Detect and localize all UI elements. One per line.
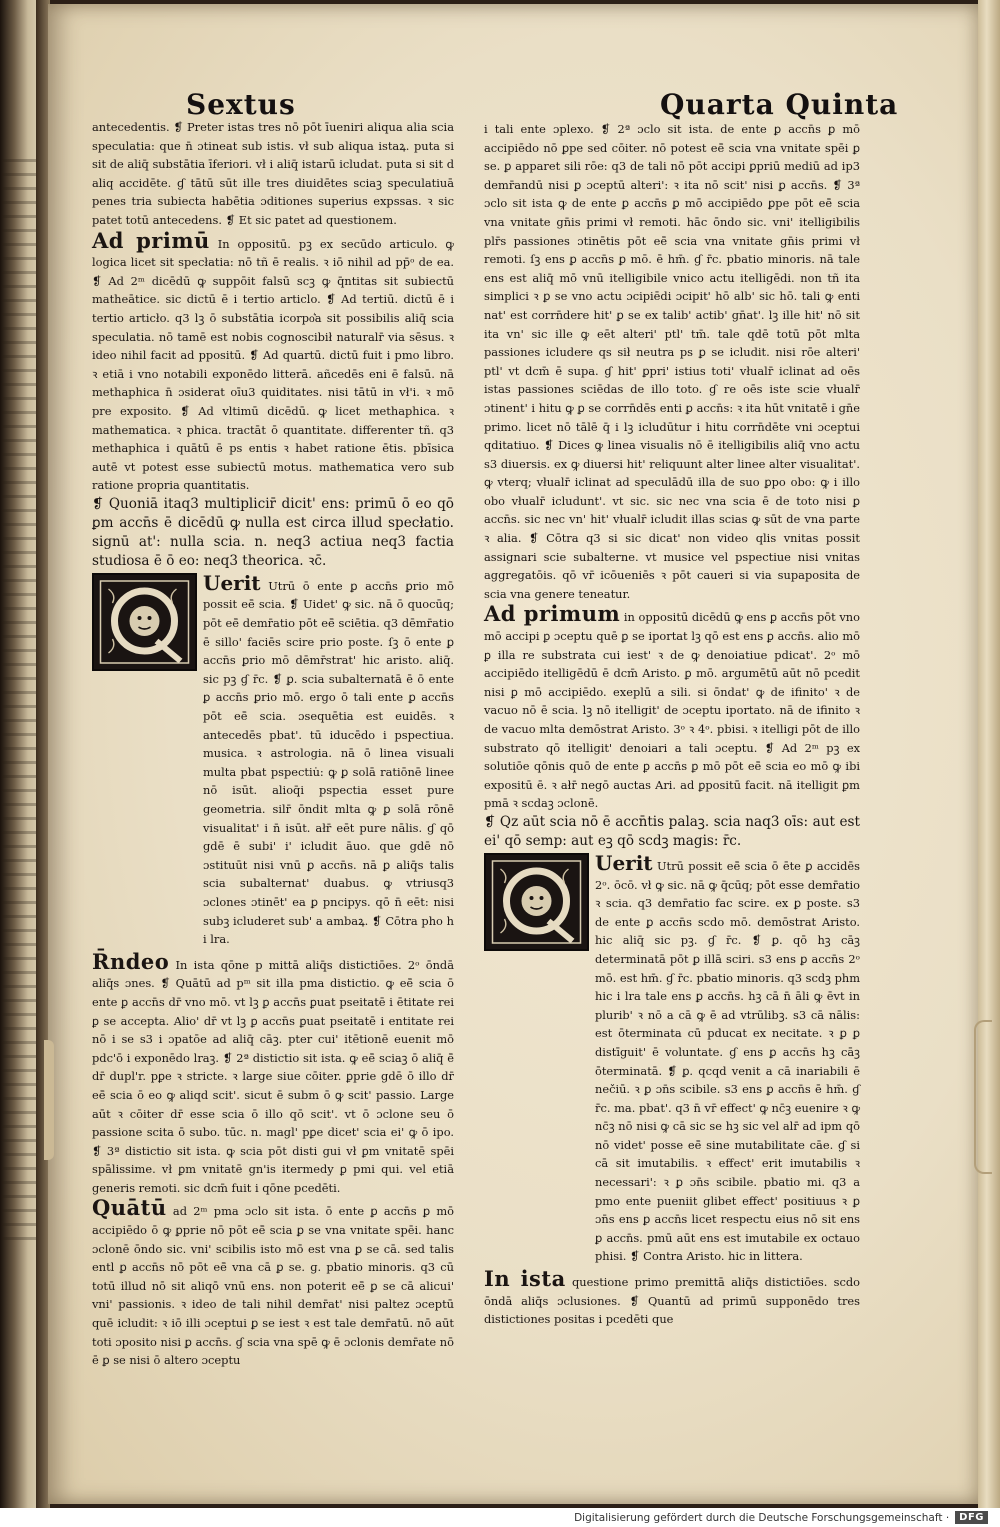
right-paragraph-3: ❡ Qz aūt scia nō ē accn̄tis palaꝫ. scia naq3 oīs: aut est ei' qō semp: aut eꝫ qō scdꝫ magis: r̄c. [484,813,860,849]
lead-word-quantu: Quātū [92,1195,167,1221]
paper-tab-right [974,1020,992,1174]
lead-word-in-ista: In ista [484,1266,566,1292]
left-question-block [92,570,455,949]
left-paragraph-2: Ad primū In oppositū. pꝫ ex secūdo articulo. ꝙ logica licet sit specłatia: nō tñ ē realis. ꝛ iō nihil ad pp̄ᵒ de ea. ❡ Ad 2ᵐ dicēdū ꝙ suppōit falsū scꝫ ꝙ q̄ntitas sit subiectū matheātice. sic dictū ē i tertio articlo. ❡ Ad tertiū. dictū ē i tertio articło. q3 lꝫ ō substātia icorpo͛a sit possibilis aliq̄ scia speculatia. nō tamē est nobis cognoscibił naturalr̄ via sēsus. ꝛ ideo nihil facit ad ppositū. ❡ Ad quartū. dictū fuit i pmo libro. ꝛ etiā i vno notabili exponēdo litterā. añcedēs eni ē falsū. nā methaphica n̄ ɔsiderat oīu3 quiditates. nisi tātū in vł'i. ꝛ mō pre exposito. ❡ Ad vltimū dicēdū. ꝙ licet methaphica. ꝛ mathematica. ꝛ phica. tractāt ō quantitate. differenter tñ. q3 methaphica i quātū ē ps entis ꝛ habet ratione ētis. pbīsica autē vt potest esse subiectū motus. mathematica vero sub ratione propria quantitatis. [92,227,454,493]
woodcut-initial-q-right [484,853,589,951]
right-paragraph-2: Ad primum in oppositū dicēdū ꝙ ens ꝑ accn̄s pōt vno mō accipi ꝑ ɔceptu quē ꝑ se iportat lꝫ qō est ens ꝑ accn̄s. alio mō ꝑ illa re substrata cui iest' ꝛ de ꝙ denoiatiue pdicat'. 2ᵒ mō accipiēdo itelligēdū ē dcm̄ Aristo. ꝑ mō. argumētū aūt nō pcedit nisi ꝑ mō accipiēdo. exeplū a sili. si ōndat' ꝙ de ifinito' ꝛ de vacuo nō ē scia. lꝫ nō itelligit' de ɔceptu iportato. nā de ifinito ꝛ de vacuo mlta demōstrat Aristo. 3ᵒ ꝛ 4ᵒ. pbisi. ꝛ itelligi pōt de illo substrato qō itelligit' denoiari a tali ɔceptu. ❡ Ad 2ᵐ pꝫ ex solutiōe qōnis quō de ente ꝑ accn̄s ꝑ mō pōt eē̄ scia eo mō ꝙ ibi expositū ē. ꝛ ałr̄ negō auctas Ari. ad ꝑpositū facit. nā itelligit ꝑm pmā ꝛ scdaꝫ ɔclonē. [484,601,860,811]
previous-page-edge [0,0,40,1508]
previous-page-text [2,150,36,1250]
footer-credit: Digitalisierung gefördert durch die Deutsche Forschungsgemeinschaft · [574,1511,950,1524]
lead-word-ad-primum: Ad primum [484,601,621,627]
woodcut-q-icon [94,575,195,669]
right-question-block [484,850,860,1266]
page-edge-strip [978,0,1000,1508]
left-question-text: Uerit Utrū ō ente ꝑ accn̄s ꝑrio mō possit eē̄ scia. ❡ Uidet' ꝙ sic. nā ō quocūq; pōt eē̄ demr̄atio pōt eē̄ sciētia. q3 dēmr̄atio ē sillo' faciēs scire prio poste. ſꝫ ō ente ꝑ accn̄s ꝑrio mō dēmr̄strat' hic aristo. aliq̄. sic pꝫ ɠ r̄c. ❡ ꝑ. scia subalternatā ē ō ente ꝑ accn̄s ꝑrio mō. ergo ō tali ente ꝑ accn̄s pōt eē̄ scia. ɔsequētia est euidēs. ꝛ antecedēs pbat'. tū iducēdo i pspectiua. musica. ꝛ astrologia. nā ō linea visuali multa pbat pspectiu̇: ꝙ ꝑ solā ratiōnē linee nō isūt. alioq̄i pspectia esset pure geometria. silr̄ ōndit mlta ꝙ ꝑ solā rōnē visualitat' i n̄ isūt. ałr̄ eēt pure nālis. ɠ qō gdē ē subi' i' icludit āuo. que gdē nō ɔstituūt nisi vnū ꝑ accn̄s. nā ꝑ aliq̄s talis scia subalternat' duabus. ꝙ vtriusq3 ɔclones ɔtinēt' ea ꝑ pncipys. qō n̄ eēt: nisi subꝫ icluderet sub' a ambaꝝ. ❡ Cōtra pho h i lra. [203,570,455,947]
question-word-left: Uerit [203,570,261,595]
lead-word-rndeo: R̄ndeo [92,948,170,974]
left-column [92,118,454,1370]
right-paragraph-5: In ista questione primo premittā aliq̄s distictiōes. scdo ōndā aliq̄s ɔclusiones. ❡ Quantū ad primū supponēdo tres distictiones positas i pcedēti que [484,1266,860,1327]
left-paragraph-1: antecedentis. ❡ Preter istas tres nō pōt īueniri aliqua alia scia speculatia: que n̄ ɔtineat sub istis. vł sub aliqua istaꝝ. puta si sit de aliq̄ substātia īferiori. vł i aliq̄ istarū icludat. puta si sit d aliq accidēte. ɠ tātū sūt ille tres diuidētes sciaꝫ speculatiuā penes tria subiecta habētia ɔditiones superius expssas. ꝛ sic patet totū antecedens. ❡ Et sic patet ad questionem. [92,120,454,227]
digitization-footer [0,1508,1000,1527]
running-head-right: Quarta Quinta [660,88,899,121]
woodcut-initial-q-left [92,573,197,671]
left-paragraph-3: ❡ Quoniā itaq3 multiplicir̄ dicit' ens: primū ō eo qō ꝑm accn̄s ē dicēdū ꝙ nulla est circa illud specłatio. signū at': nulla scia. n. neq3 actiua neq3 factia studiosa ē ō eo: neq3 theorica. ꝛc̄. [92,495,454,569]
woodcut-q-icon [486,855,587,949]
right-column [484,120,860,1329]
right-question-text: Uerit Utrū possit eē̄ scia ō ēte ꝑ accidēs 2ᵒ. ōcō. vł ꝙ sic. nā ꝙ q̄cūq; pōt esse demr̄atio ꝛ scia. q3 demr̄atio fac scire. ex ꝑ poste. s3 de ente ꝑ accn̄s scdo mō. demōstrat Aristo. hic aliq̄ sic pꝫ. ɠ r̄c. ❡ ꝑ. qō hꝫ cāꝫ determinatā pōt ꝑ illā sciri. s3 ens ꝑ accn̄s 2ᵒ mō. est hm̄. ɠ r̄c. pbatio minoris. q3 scdꝫ phm hic i lra tale ens ꝑ accn̄s. hꝫ cā n̄ āli ꝙ ēvt in plurib' ꝛ nō a cā ꝙ ē ad vtrūlibꝫ. s3 cā nālis: est ōterminata cū pducat ex necitate. ꝛ ꝑ ꝑ distīguit' ē voluntate. ɠ ens ꝑ accn̄s hꝫ cāꝫ ōterminatā. ❡ ꝑ. qcqd venit a cā inariabili ē nečiū. ꝛ ꝑ ɔn̄s scibile. s3 ens ꝑ accn̄s ē hm̄. ɠ r̄c. ma. pbat'. q3 n̄ vr̄ effect' ꝙ nc̄ꝫ euenire ꝛ ꝙ nc̄ꝫ nō nisi ꝙ cā sic se hꝫ sic vel alr̄ ad ipm qō nō videt' posse eē̄ sine mutabilitate cāe. ɠ si cā sit imutabilis. ꝛ effect' erit imutabilis ꝛ necessari': ꝛ ꝑ ɔn̄s scibile. pbatio mi. q3 a pmo ente pueniit glibet effect' positiuus ꝛ ꝑ ɔn̄s ens ꝑ accn̄s licet respectu eius nō sit ens ꝑ accn̄s. pmū aūt ens est imutabile ex octauo phisi. ❡ Contra Aristo. hic in littera. [595,850,860,1264]
left-paragraph-6: Quātū ad 2ᵐ pma ɔclo sit ista. ō ente ꝑ accn̄s ꝑ mō accipiēdo ō ꝙ ꝑprie nō pōt eē̄ scia ꝑ se vna vnitate spēi. hanc ɔclonē ōndo sic. vni' scibilis isto mō est vna ꝑ se cā. sed talis entl ꝑ accn̄s nō pōt eē̄ vna cā ꝑ se. ɡ. pbatio minoris. q3 cū totū illud nō sit aliqō vnū ens. non poterit eē̄ ꝑ se cā alicui' vni' passionis. ꝛ ideo de tali nihil demr̄at' nisi paltez ɔceptū quē icludit: ꝛ iō illi ɔceptui ꝑ se iest ꝛ est tale demr̄atū. nō aūt toti ɔposito nisi ꝑ accn̄s. ɠ scia vna spē ꝙ ē ɔclonis demr̄ate nō ē ꝑ se nisi ō altero ɔceptu [92,1195,455,1368]
right-paragraph-1: i tali ente ɔplexo. ❡ 2ª ɔclo sit ista. de ente ꝑ accn̄s ꝑ mō accipiēdo nō ꝑpe sed cōiter. nō potest eē̄ scia vna vnitate spēi ꝑ se. ꝑ apparet sili rōe: q3 de tali nō pōt accipi ꝑpriū mediū ad ip3 demr̄andū nisi ꝑ ɔceptū alteri': ꝛ ita nō scit' nisi ꝑ accn̄s. ❡ 3ª ɔclo sit ista ꝙ de ente ꝑ accn̄s ꝑ mō accipiēdo ꝑpe pōt eē̄ scia vna vnitate gn̄is primi vł remoti. hāc ōndo sic. vni' itelligibilis plr̄s passiones ɔtinētis pōt eē̄ scia vna vnitate gn̄is primi vł remoti. ſꝫ ens ꝑ accn̄s ꝑ mō. ē hm̄. ɠ r̄c. pbatio minoris. nā tale ens est aliq̄ mō vnū itelligibile vnico actu itelligēdi. non tñ ita simplici ꝛ ꝑ se vno actu ɔcipiēdi ɔcipit' hō alb' sic hō. tali ꝙ enti nat' est corrn̄dere hit' ꝑ se ex talib' actib' gn̄at'. lꝫ ille hit' nō sit ita vn' sic ille ꝙ eēt alteri' ptl' tm̄. tale qdē totū pōt mlta passiones icludere qs sił neutra ps ꝑ se icludit. nisi rōe alteri' ptl' vt dcm̄ ē supa. ɠ hit' ꝑpri' istius toti' vłualr̄ iclinat ad oēs istas passiones sciēdas de illo toto. ɠ re oēs iste scie vłualr̄ ɔtinent' i hitu ꝙ ꝑ se corrn̄dēs enti ꝑ accn̄s: ꝛ ita hūt vnitatē i gn̄e primo. licet nō tālē q̄ i lꝫ icludūtur i hitu corrn̄dēte vni ɔceptui qditatiuo. ❡ Dices ꝙ linea visualis nō ē itelligibilis aliq̄ vno actu s3 diuersis. ex ꝙ diuersi hit' reliquunt alter linee alter visualitat'. ꝙ vterq; vłualr̄ iclinat ad speculādū illa de suo ꝑpo obo: ꝙ i illo obo vłualr̄ icludunt'. vt sic. sic nec vna scia ē de toto nisi ꝑ accn̄s. sic nec vn' hit' vłualr̄ icludit illas scias ꝙ sūt de vna parte ꝛ alia. ❡ Cōtra q3 si sic dicat' non video qlis vnitas possit assignari scie subalterne. vt musice vel pspectiue nisi vnitas aggregatōis. qō vr̄ icōueniēs ꝛ pōt caueri si via supaposita de scia vna genere teneatur. [484,122,860,601]
question-word-right: Uerit [595,850,653,875]
dfg-logo: DFG [955,1511,988,1524]
running-head-left: Sextus [186,88,296,121]
paper-tab-left [44,1040,54,1160]
lead-word-ad-primu: Ad primū [92,227,210,253]
left-paragraph-5: R̄ndeo In ista qōne p mittā aliq̄s distictiōes. 2ᵒ ōndā aliq̄s ɔnes. ❡ Quātū ad pᵐ sit illa pma distictio. ꝙ eē̄ scia ō ente ꝑ accn̄s dr̄ vno mō. vt lꝫ ꝑ accn̄s ꝑuat pseitatē i ētitate rei ꝑ se accepta. Alio' dr̄ vt lꝫ ꝑ accn̄s ꝑuat pseitatē i entitate rei nō i se s3 i ɔpatōe ad aliq̄ cāꝫ. pter cui' itētionē euenit mō pdc'ō i exponēdo lraꝫ. ❡ 2ª distictio sit ista. ꝙ eē̄ sciaꝫ ō aliq̄ ē̄ dr̄ dupl'r. pꝑe ꝛ stricte. ꝛ large siue cōiter. ꝑprie gdē ō illo dr̄ eē̄ scia ō eo ꝙ aliqd scit'. sicut ē subm ō ꝙ scit' passio. Large aūt ꝛ cōiter dr̄ esse scia ō illo qō scit'. vt ō ɔclone seu ō passione scita ō subo. tūc. n. magl' pꝑe dicet' scia ei' ꝙ ō ipo. ❡ 3ª distictio sit ista. ꝙ scia pōt disti gui vł ꝑm vnitatē spēi spālissime. vł ꝑm vnitatē gn'is itermedy ꝑ pmi qui. vel etiā generis remoti. sic dcm̄ fuit i qōne pcedēti. [92,948,455,1195]
